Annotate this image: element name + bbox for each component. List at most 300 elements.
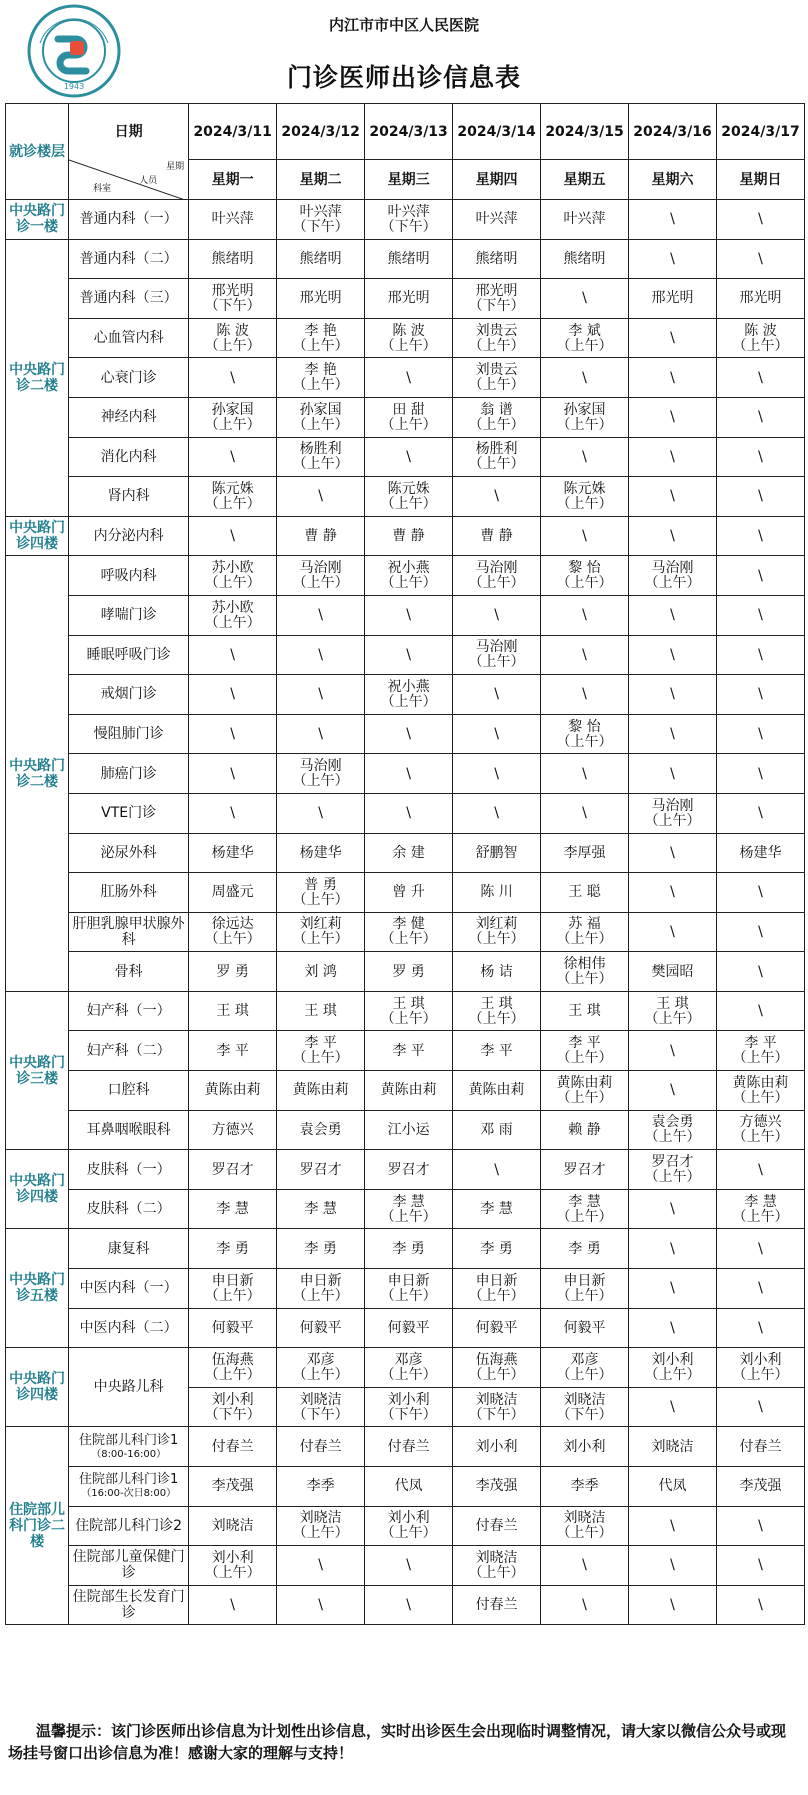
- schedule-cell: [716, 912, 804, 952]
- doctor-name: 李季: [306, 1478, 335, 1495]
- doctor-name: \: [318, 805, 323, 822]
- dept-name: 中医内科（二）: [79, 1319, 178, 1336]
- schedule-cell: [541, 437, 629, 477]
- doctor-name: 马治刚: [299, 758, 342, 775]
- dept-name: 皮肤科（一）: [86, 1161, 171, 1178]
- schedule-cell: [277, 1071, 365, 1111]
- doctor-name: 李 斌: [568, 322, 601, 339]
- floor-cell: 中央路门诊四楼: [6, 1348, 69, 1427]
- schedule-cell: [541, 1110, 629, 1150]
- schedule-cell: [629, 1585, 717, 1625]
- dept-name: 睡眠呼吸门诊: [86, 646, 171, 663]
- session-note: （上午）: [292, 891, 349, 908]
- doctor-name: 李 艳: [304, 322, 337, 339]
- doctor-name: \: [758, 646, 763, 663]
- doctor-name: 曹 静: [480, 528, 513, 545]
- schedule-cell: [189, 397, 277, 437]
- hospital-name: 内江市市中区人民医院: [328, 16, 479, 34]
- schedule-cell: [189, 675, 277, 715]
- session-note: （下午）: [468, 1406, 525, 1423]
- schedule-cell: [277, 397, 365, 437]
- doctor-name: 何毅平: [563, 1319, 606, 1336]
- doctor-name: \: [318, 726, 323, 743]
- doctor-name: 刘小利: [211, 1391, 254, 1408]
- dept-cell: [69, 991, 189, 1031]
- doctor-name: \: [758, 805, 763, 822]
- dept-cell: [69, 1506, 189, 1546]
- doctor-name: \: [582, 369, 587, 386]
- schedule-cell: [629, 477, 717, 517]
- schedule-cell: [189, 1071, 277, 1111]
- dept-name: 心衰门诊: [100, 369, 157, 386]
- doctor-name: 叶兴萍: [563, 211, 606, 228]
- schedule-cell: [277, 714, 365, 754]
- session-note: （上午）: [292, 773, 349, 790]
- schedule-cell: [541, 754, 629, 794]
- schedule-cell: [365, 279, 453, 319]
- schedule-cell: [541, 1387, 629, 1427]
- dept-name: 慢阻肺门诊: [93, 726, 164, 743]
- doctor-name: 申日新: [563, 1272, 606, 1289]
- doctor-name: 叶兴萍: [387, 203, 430, 220]
- doctor-name: 邓彦: [306, 1352, 335, 1369]
- doctor-name: 邢光明: [387, 290, 430, 307]
- dept-name: 住院部儿科门诊1: [79, 1472, 179, 1488]
- doctor-name: 李茂强: [739, 1478, 782, 1495]
- dept-cell: [69, 873, 189, 913]
- doctor-name: \: [670, 1201, 675, 1218]
- session-note: （上午）: [732, 1367, 789, 1384]
- doctor-name: 申日新: [299, 1272, 342, 1289]
- session-note: （上午）: [204, 1564, 261, 1581]
- schedule-cell: [453, 1269, 541, 1309]
- doctor-name: 刘小利: [211, 1549, 254, 1566]
- doctor-name: 黎 怡: [568, 560, 601, 577]
- doctor-name: 熊绪明: [211, 250, 254, 267]
- schedule-cell: [453, 477, 541, 517]
- table-row: [6, 793, 805, 833]
- schedule-cell: [629, 635, 717, 675]
- session-note: （上午）: [204, 575, 261, 592]
- session-note: （上午）: [556, 495, 613, 512]
- doctor-name: \: [406, 369, 411, 386]
- doctor-name: \: [230, 1597, 236, 1614]
- doctor-name: 刘晓洁: [299, 1510, 342, 1527]
- doctor-name: 祝小燕: [387, 560, 430, 577]
- dept-cell: [69, 1348, 189, 1427]
- schedule-cell: [365, 200, 453, 240]
- doctor-name: \: [758, 686, 763, 703]
- doctor-name: \: [758, 448, 763, 465]
- session-note: （上午）: [204, 1287, 261, 1304]
- schedule-cell: [716, 1348, 804, 1388]
- doctor-name: 江小运: [387, 1121, 430, 1138]
- session-note: （上午）: [380, 575, 437, 592]
- doctor-name: 马治刚: [651, 797, 694, 814]
- dept-cell: [69, 1229, 189, 1269]
- doctor-name: 周盛元: [211, 884, 254, 901]
- doctor-name: 陈元姝: [563, 480, 606, 497]
- schedule-cell: [453, 1031, 541, 1071]
- schedule-cell: [541, 833, 629, 873]
- schedule-cell: [716, 239, 804, 279]
- schedule-cell: [716, 556, 804, 596]
- doctor-name: 杨胜利: [299, 441, 342, 458]
- schedule-cell: [277, 793, 365, 833]
- table-row: [6, 358, 805, 398]
- doctor-name: 杨 诘: [480, 963, 513, 980]
- table-row: [6, 1506, 805, 1546]
- doctor-name: 陈 波: [216, 322, 249, 339]
- schedule-cell: [629, 754, 717, 794]
- doctor-name: \: [494, 686, 499, 703]
- doctor-name: 代凤: [658, 1478, 687, 1495]
- dept-name: 皮肤科（二）: [86, 1201, 171, 1218]
- doctor-name: \: [758, 528, 763, 545]
- table-row: [6, 912, 805, 952]
- doctor-name: \: [670, 1319, 675, 1336]
- schedule-cell: [189, 991, 277, 1031]
- schedule-cell: [365, 1467, 453, 1507]
- schedule-cell: [541, 1189, 629, 1229]
- dept-name: 神经内科: [100, 409, 157, 426]
- schedule-cell: [189, 1189, 277, 1229]
- schedule-cell: [716, 1229, 804, 1269]
- doctor-name: \: [494, 488, 499, 505]
- schedule-cell: [716, 873, 804, 913]
- schedule-cell: [453, 675, 541, 715]
- session-note: （上午）: [556, 1525, 613, 1542]
- doctor-name: 孙家国: [563, 401, 606, 418]
- doctor-name: \: [670, 1042, 675, 1059]
- doctor-name: 李季: [570, 1478, 599, 1495]
- schedule-cell: [453, 1150, 541, 1190]
- schedule-cell: [629, 1546, 717, 1586]
- doctor-name: \: [670, 844, 675, 861]
- dept-name: 戒烟门诊: [100, 686, 157, 703]
- schedule-cell: [541, 1150, 629, 1190]
- doctor-name: \: [582, 607, 587, 624]
- dept-name: 口腔科: [107, 1082, 150, 1099]
- schedule-cell: [189, 1308, 277, 1348]
- dept-name: 骨科: [114, 963, 143, 980]
- schedule-cell: [189, 516, 277, 556]
- schedule-cell: [453, 754, 541, 794]
- doctor-name: 付春兰: [211, 1438, 254, 1455]
- dept-cell: [69, 200, 189, 240]
- schedule-cell: [453, 516, 541, 556]
- doctor-name: 熊绪明: [475, 250, 518, 267]
- schedule-cell: [365, 1546, 453, 1586]
- doctor-name: \: [758, 1517, 763, 1534]
- session-note: （上午）: [644, 1129, 701, 1146]
- table-row: [6, 397, 805, 437]
- doctor-name: 田 甜: [392, 401, 425, 418]
- doctor-name: \: [230, 369, 236, 386]
- doctor-name: \: [318, 488, 323, 505]
- schedule-cell: [277, 200, 365, 240]
- schedule-cell: [277, 1308, 365, 1348]
- session-note: （上午）: [556, 1050, 613, 1067]
- schedule-cell: [189, 873, 277, 913]
- schedule-cell: [629, 1348, 717, 1388]
- schedule-cell: [716, 675, 804, 715]
- session-note: （上午）: [556, 337, 613, 354]
- doctor-name: 赖 静: [568, 1121, 601, 1138]
- weekday-header: 星期二: [277, 160, 365, 200]
- schedule-cell: [453, 991, 541, 1031]
- doctor-name: 杨建华: [739, 844, 782, 861]
- schedule-cell: [277, 1546, 365, 1586]
- schedule-cell: [365, 1348, 453, 1388]
- schedule-cell: [277, 635, 365, 675]
- doctor-name: 刘晓洁: [211, 1517, 254, 1534]
- doctor-name: 陈 川: [480, 884, 513, 901]
- schedule-cell: [541, 912, 629, 952]
- doctor-name: 李 艳: [304, 362, 337, 379]
- schedule-cell: [629, 873, 717, 913]
- schedule-cell: [541, 1031, 629, 1071]
- dept-cell: [69, 1071, 189, 1111]
- doctor-name: 杨建华: [299, 844, 342, 861]
- dept-name: 肝胆乳腺甲状腺外科: [72, 915, 185, 948]
- schedule-cell: [189, 1387, 277, 1427]
- doctor-name: 付春兰: [475, 1597, 518, 1614]
- schedule-cell: [629, 318, 717, 358]
- doctor-name: \: [318, 1557, 323, 1574]
- dept-cell: [69, 397, 189, 437]
- session-note: （下午）: [204, 297, 261, 314]
- schedule-cell: [716, 437, 804, 477]
- schedule-cell: [189, 754, 277, 794]
- schedule-cell: [365, 595, 453, 635]
- schedule-cell: [277, 1348, 365, 1388]
- doctor-name: 付春兰: [299, 1438, 342, 1455]
- doctor-name: 刘小利: [475, 1438, 518, 1455]
- dept-cell: [69, 1031, 189, 1071]
- session-note: （上午）: [468, 931, 525, 948]
- schedule-cell: [365, 714, 453, 754]
- session-note: （上午）: [468, 1287, 525, 1304]
- schedule-cell: [277, 675, 365, 715]
- doctor-name: 李 平: [392, 1042, 425, 1059]
- doctor-name: 罗召才: [387, 1161, 430, 1178]
- schedule-table: [5, 103, 805, 1625]
- dept-cell: [69, 833, 189, 873]
- date-header: 2024/3/12: [277, 104, 365, 160]
- schedule-cell: [716, 318, 804, 358]
- schedule-cell: [365, 1387, 453, 1427]
- doctor-name: 黄陈由莉: [292, 1082, 349, 1099]
- doctor-name: \: [758, 1597, 763, 1614]
- table-row: [6, 1546, 805, 1586]
- session-note: （上午）: [556, 1089, 613, 1106]
- session-note: （上午）: [468, 654, 525, 671]
- session-note: （上午）: [292, 1367, 349, 1384]
- dept-cell: [69, 516, 189, 556]
- schedule-cell: [365, 952, 453, 992]
- doctor-name: 王 琪: [480, 995, 513, 1012]
- schedule-cell: [189, 1467, 277, 1507]
- schedule-cell: [716, 1269, 804, 1309]
- schedule-cell: [541, 397, 629, 437]
- schedule-cell: [629, 1269, 717, 1309]
- schedule-cell: [189, 318, 277, 358]
- schedule-cell: [629, 991, 717, 1031]
- dept-name: 肾内科: [107, 488, 150, 505]
- schedule-cell: [541, 1546, 629, 1586]
- doctor-name: \: [230, 528, 236, 545]
- floor-cell: 中央路门诊二楼: [6, 556, 69, 992]
- doctor-name: 李 平: [304, 1035, 337, 1052]
- table-row: [6, 595, 805, 635]
- dept-cell: [69, 1427, 189, 1467]
- schedule-cell: [541, 793, 629, 833]
- dept-cell: [69, 952, 189, 992]
- schedule-cell: [629, 912, 717, 952]
- doctor-name: \: [670, 488, 675, 505]
- doctor-name: \: [318, 686, 323, 703]
- doctor-name: 曹 静: [392, 528, 425, 545]
- schedule-cell: [277, 912, 365, 952]
- schedule-cell: [189, 1150, 277, 1190]
- doctor-name: \: [670, 765, 675, 782]
- doctor-name: \: [670, 211, 675, 228]
- table-row: [6, 1189, 805, 1229]
- schedule-cell: [453, 714, 541, 754]
- schedule-cell: [277, 318, 365, 358]
- schedule-cell: [541, 1229, 629, 1269]
- doctor-name: \: [670, 1557, 675, 1574]
- doctor-name: 孙家国: [299, 401, 342, 418]
- dept-name: 妇产科（一）: [86, 1003, 171, 1020]
- table-row: [6, 1585, 805, 1625]
- table-row: [6, 1467, 805, 1507]
- dept-cell: [69, 437, 189, 477]
- schedule-cell: [541, 239, 629, 279]
- doctor-name: 申日新: [475, 1272, 518, 1289]
- doctor-name: \: [406, 1557, 411, 1574]
- floor-cell: 中央路门诊四楼: [6, 1150, 69, 1229]
- session-note: （上午）: [556, 1208, 613, 1225]
- session-note: （上午）: [644, 812, 701, 829]
- session-note: （上午）: [556, 931, 613, 948]
- doctor-name: 苏小欧: [211, 560, 254, 577]
- schedule-cell: [716, 833, 804, 873]
- schedule-cell: [541, 1585, 629, 1625]
- schedule-cell: [629, 1071, 717, 1111]
- session-note: （上午）: [380, 1208, 437, 1225]
- table-row: [6, 318, 805, 358]
- dept-cell: [69, 477, 189, 517]
- schedule-cell: [716, 397, 804, 437]
- doctor-name: 李茂强: [211, 1478, 254, 1495]
- schedule-cell: [189, 1506, 277, 1546]
- doctor-name: \: [758, 1003, 763, 1020]
- dept-name: 泌尿外科: [100, 844, 157, 861]
- dept-cell: [69, 1110, 189, 1150]
- session-note: （上午）: [380, 1010, 437, 1027]
- schedule-cell: [453, 873, 541, 913]
- session-note: （上午）: [204, 614, 261, 631]
- schedule-cell: [629, 437, 717, 477]
- schedule-cell: [629, 793, 717, 833]
- dept-cell: [69, 675, 189, 715]
- schedule-cell: [277, 1427, 365, 1467]
- doctor-name: 付春兰: [739, 1438, 782, 1455]
- doctor-name: 陈元姝: [387, 480, 430, 497]
- session-note: （上午）: [644, 1169, 701, 1186]
- schedule-cell: [365, 991, 453, 1031]
- doctor-name: 李 慧: [304, 1201, 337, 1218]
- schedule-cell: [716, 1110, 804, 1150]
- doctor-name: \: [230, 765, 236, 782]
- schedule-cell: [453, 1467, 541, 1507]
- date-header: 2024/3/15: [541, 104, 629, 160]
- doctor-name: \: [582, 646, 587, 663]
- doctor-name: \: [670, 1597, 675, 1614]
- schedule-cell: [365, 1031, 453, 1071]
- dept-cell: [69, 1585, 189, 1625]
- schedule-cell: [277, 1506, 365, 1546]
- doctor-name: 李 平: [744, 1035, 777, 1052]
- doctor-name: \: [758, 765, 763, 782]
- schedule-cell: [629, 1189, 717, 1229]
- schedule-cell: [365, 358, 453, 398]
- session-note: （上午）: [556, 575, 613, 592]
- doctor-name: \: [582, 686, 587, 703]
- doctor-name: 罗 勇: [392, 963, 425, 980]
- doctor-name: \: [670, 330, 675, 347]
- dept-cell: [69, 1546, 189, 1586]
- doctor-name: \: [670, 1082, 675, 1099]
- schedule-cell: [716, 1387, 804, 1427]
- schedule-cell: [453, 1189, 541, 1229]
- schedule-cell: [629, 279, 717, 319]
- schedule-cell: [716, 793, 804, 833]
- schedule-cell: [541, 1071, 629, 1111]
- schedule-cell: [189, 952, 277, 992]
- schedule-cell: [365, 1269, 453, 1309]
- doctor-name: 罗召才: [211, 1161, 254, 1178]
- dept-name: 妇产科（二）: [86, 1042, 171, 1059]
- doctor-name: \: [582, 528, 587, 545]
- session-note: （上午）: [292, 337, 349, 354]
- date-header: 2024/3/13: [365, 104, 453, 160]
- doctor-name: 李 健: [392, 916, 425, 933]
- schedule-cell: [629, 556, 717, 596]
- dept-cell: [69, 1467, 189, 1507]
- doctor-name: \: [758, 1280, 763, 1297]
- doctor-name: 方德兴: [211, 1121, 254, 1138]
- session-note: （上午）: [468, 1010, 525, 1027]
- doctor-name: 李 勇: [480, 1240, 513, 1257]
- dept-hours: （16:00-次日8:00）: [81, 1488, 177, 1500]
- dept-name: 呼吸内科: [100, 567, 157, 584]
- schedule-cell: [189, 358, 277, 398]
- schedule-cell: [716, 279, 804, 319]
- session-note: （上午）: [468, 416, 525, 433]
- session-note: （上午）: [380, 693, 437, 710]
- date-header: 2024/3/17: [716, 104, 804, 160]
- doctor-name: 王 琪: [304, 1003, 337, 1020]
- doctor-name: \: [582, 1557, 587, 1574]
- doctor-name: 刘小利: [651, 1352, 694, 1369]
- doctor-name: 代凤: [394, 1478, 423, 1495]
- doctor-name: 李 勇: [568, 1240, 601, 1257]
- doctor-name: \: [758, 211, 763, 228]
- session-note: （上午）: [380, 416, 437, 433]
